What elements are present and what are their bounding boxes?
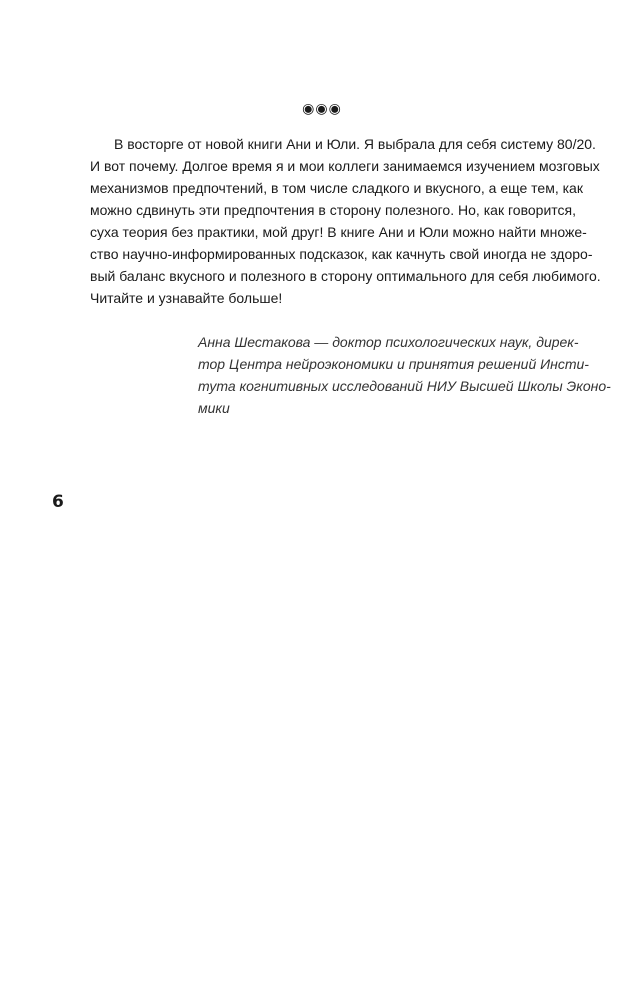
review-paragraph bbox=[90, 133, 601, 309]
paragraph-line: Читайте и узнавайте больше! bbox=[90, 290, 283, 306]
paragraph-line: механизмов предпочтений, в том числе сладкого и вкусного, а еще тем, как bbox=[90, 180, 583, 196]
paragraph-line: ство научно-информированных подсказок, как качнуть свой иногда не здоро- bbox=[90, 246, 593, 262]
paragraph-line: И вот почему. Долгое время я и мои коллеги занимаемся изучением мозговых bbox=[90, 158, 600, 174]
author-attribution bbox=[198, 331, 611, 419]
page-number: 6 bbox=[52, 492, 64, 512]
paragraph-line: можно сдвинуть эти предпочтения в сторону полезного. Но, как говорится, bbox=[90, 202, 576, 218]
attribution-line: Анна Шестакова — доктор психологических наук, дирек- bbox=[198, 334, 579, 350]
section-ornament: ◉◉◉ bbox=[302, 100, 342, 116]
attribution-line: мики bbox=[198, 400, 230, 416]
attribution-line: тор Центра нейроэкономики и принятия решений Инсти- bbox=[198, 356, 589, 372]
paragraph-line: вый баланс вкусного и полезного в сторону оптимального для себя любимого. bbox=[90, 268, 601, 284]
attribution-line: тута когнитивных исследований НИУ Высшей Школы Эконо- bbox=[198, 378, 611, 394]
paragraph-line: суха теория без практики, мой друг! В книге Ани и Юли можно найти множе- bbox=[90, 224, 587, 240]
paragraph-line: В восторге от новой книги Ани и Юли. Я выбрала для себя систему 80/20. bbox=[114, 136, 596, 152]
